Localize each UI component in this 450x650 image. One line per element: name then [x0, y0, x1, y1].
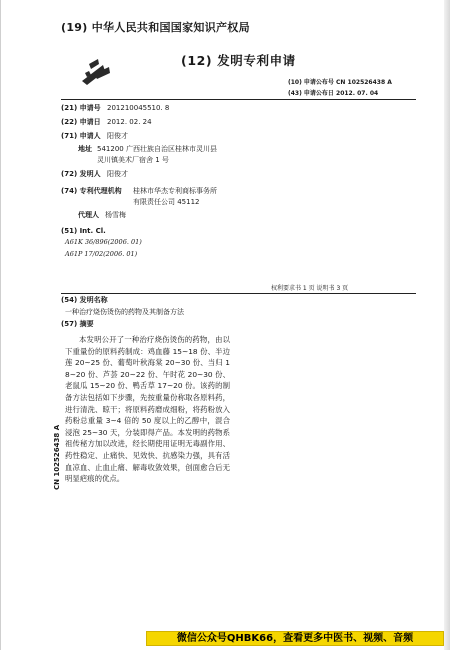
agency-field — [61, 186, 122, 197]
ipc-code-2: A61P 17/02(2006. 01) — [65, 250, 138, 258]
address-line-1: 541200 广西壮族自治区桂林市灵川县 — [97, 145, 217, 153]
ipc-label: (51) Int. Cl. — [61, 227, 106, 235]
page-counts: 权利要求书 1 页 说明书 3 页 — [271, 285, 349, 292]
application-date-field — [61, 117, 152, 128]
application-date: 2012. 02. 24 — [107, 118, 152, 126]
agent-label: 代理人 — [78, 211, 99, 219]
agent-name: 杨雪梅 — [105, 211, 126, 219]
document-type-title: (12) 发明专利申请 — [181, 53, 296, 68]
office-header: (19) 中华人民共和国国家知识产权局 — [61, 21, 250, 34]
side-publication-number: CN 102526438 A — [53, 424, 61, 490]
header-divider — [61, 99, 416, 100]
inventor-field — [61, 169, 128, 180]
applicant-name: 阳俊才 — [107, 132, 129, 140]
publication-date: 2012. 07. 04 — [336, 90, 379, 97]
applicant-label: (71) 申请人 — [61, 132, 101, 140]
page-edge — [444, 0, 450, 650]
address-line-2: 灵川镇美术厂宿舍 1 号 — [97, 156, 169, 164]
invention-title: 一种治疗烧伤烫伤的药物及其制备方法 — [65, 308, 184, 316]
abstract-text: 本发明公开了一种治疗烧伤烫伤的药物，由以下重量份的原料药制成：鸡血藤 15~18 份、半边莲 20~25 份、葡萄叶秋海棠 20~30 份、当归 18~20 份、芦荟 20~22 份、午时花 20~30 份、老鼠瓜 15~20 份、鸭舌草 17~20 份。该药的制备方法包括如下步骤，先按重量份称取各原料药，进行清洗、晾干；将原料药磨成细粉，将药粉放入药粉总重量 3~4 倍的 50 度以上的乙醇中，混合浸泡 25~30 天，分装即得产品。本发明的药物系祖传秘方加以改进，经长期使用证明无毒副作用、药性稳定、止痛快、见效快、抗感染力强，具有活血凉血、止血止痛、解毒收敛效果，创面愈合后无明显疤痕的优点。 — [65, 335, 230, 484]
sipo-emblem-logo — [79, 55, 113, 89]
inventor-name: 阳俊才 — [107, 170, 129, 178]
ipc-code-1: A61K 36/896(2006. 01) — [65, 238, 142, 246]
agency-line-1: 桂林市华杰专利商标事务所 — [133, 187, 217, 195]
applicant-field — [61, 131, 128, 142]
address-label: 地址 — [78, 145, 92, 153]
application-date-label: (22) 申请日 — [61, 118, 101, 126]
application-number-label: (21) 申请号 — [61, 104, 101, 112]
wechat-banner: 微信公众号QHBK66，查看更多中医书、视频、音频 — [146, 631, 444, 646]
inventor-label: (72) 发明人 — [61, 170, 101, 178]
section-divider — [61, 293, 416, 294]
publication-number-label: (10) 申请公布号 — [288, 79, 334, 86]
publication-number-row — [288, 77, 392, 86]
agency-label: (74) 专利代理机构 — [61, 187, 122, 195]
application-number-field — [61, 103, 169, 114]
publication-date-label: (43) 申请公布日 — [288, 90, 334, 97]
application-number: 201210045510. 8 — [107, 104, 170, 112]
invention-title-label: (54) 发明名称 — [61, 296, 108, 304]
agency-line-2: 有限责任公司 45112 — [133, 198, 200, 206]
publication-number: CN 102526438 A — [336, 79, 392, 86]
publication-date-row — [288, 88, 378, 97]
abstract-label: (57) 摘要 — [61, 320, 94, 328]
